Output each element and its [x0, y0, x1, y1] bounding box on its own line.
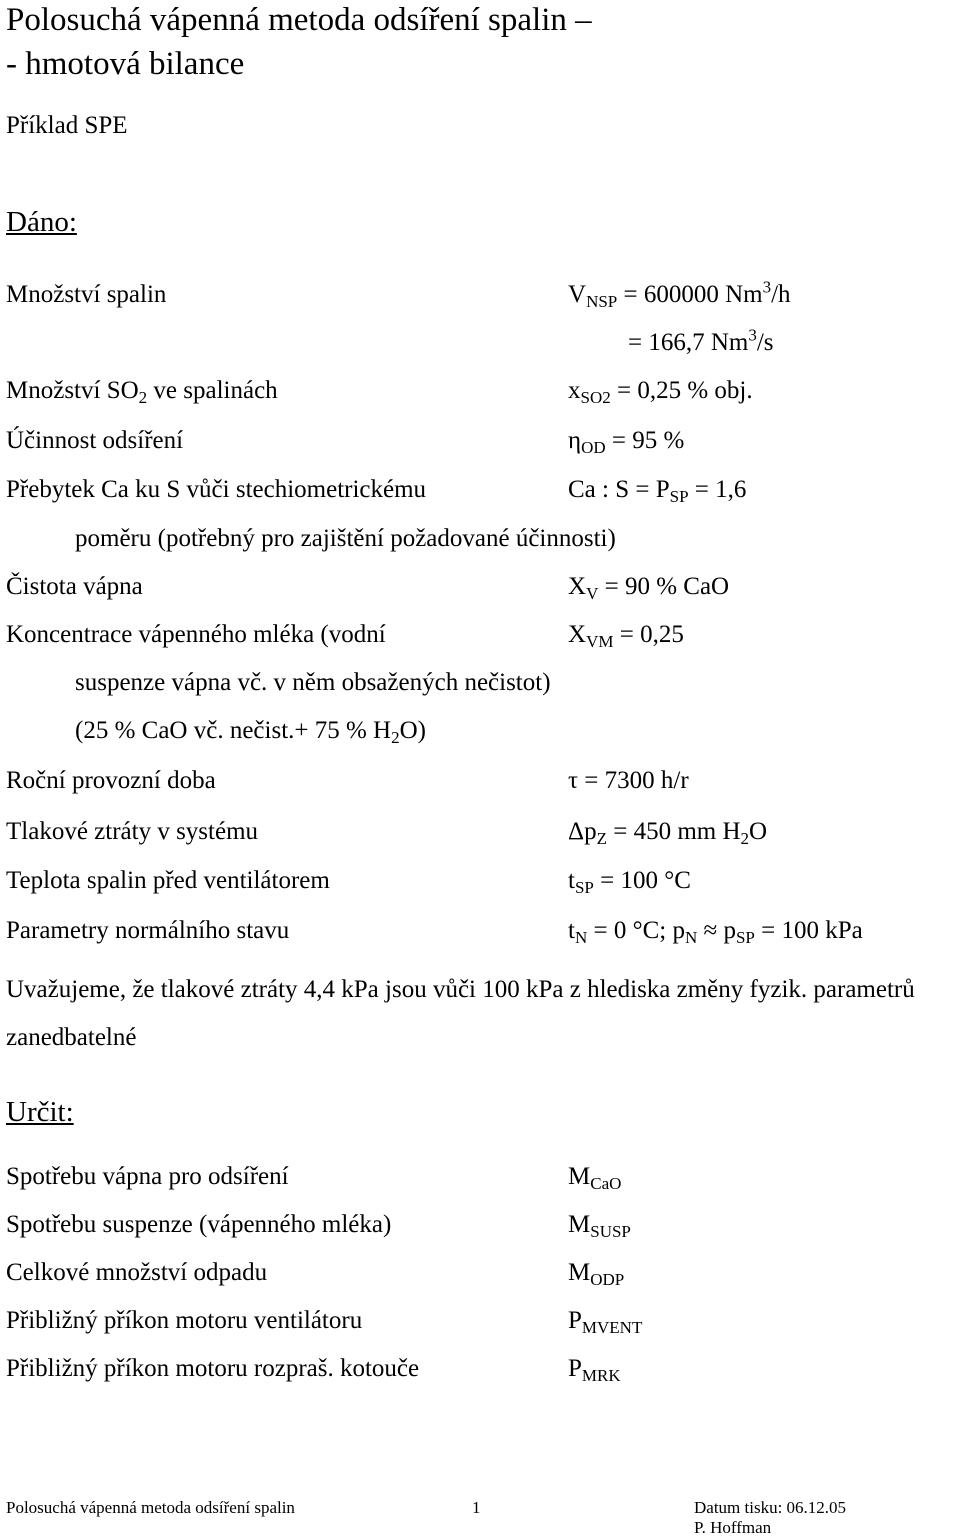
value-text: Ca : S = P — [568, 476, 670, 503]
eta-symbol: η — [568, 427, 582, 454]
ca-excess-label-2 — [75, 524, 616, 554]
so2-amount-label — [6, 376, 278, 406]
pressure-loss-value — [568, 817, 767, 847]
subscript: OD — [581, 437, 606, 457]
subscript: SO2 — [580, 387, 611, 407]
value-text: = 1,6 — [688, 476, 747, 503]
so2-amount-value — [568, 376, 753, 406]
superscript: 3 — [748, 325, 757, 345]
subscript: N — [684, 927, 698, 947]
value-text: = 100 °C — [593, 867, 691, 894]
value-text: = 7300 h/r — [578, 767, 689, 794]
determine-item-label: Přibližný příkon motoru ventilátoru — [6, 1307, 363, 1334]
value-text: O — [749, 818, 768, 845]
value-text: = 600000 Nm — [617, 281, 763, 308]
unit: /h — [771, 281, 791, 308]
lime-purity-value — [568, 572, 729, 602]
value-text: = 166,7 Nm — [628, 329, 749, 356]
unit: /s — [756, 329, 774, 356]
symbol: t — [568, 917, 575, 944]
symbol: X — [568, 621, 587, 648]
symbol: M — [568, 1259, 591, 1286]
determine-item-symbol — [568, 1354, 621, 1384]
symbol: X — [568, 573, 587, 600]
subscript: SP — [735, 927, 755, 947]
determine-item-label: Spotřebu suspenze (vápenného mléka) — [6, 1211, 392, 1238]
normal-state-value — [568, 916, 863, 946]
footer-author: P. Hoffman — [694, 1518, 772, 1537]
value-text: = 0 °C; p — [587, 917, 685, 944]
value-text: = 450 mm H — [606, 818, 741, 845]
milk-concentration-label-2: suspenze vápna vč. v něm obsažených nečistot) — [75, 669, 551, 696]
superscript: 3 — [762, 277, 772, 297]
value-text: = 95 % — [605, 427, 685, 454]
symbol: M — [568, 1211, 591, 1238]
flue-gas-amount-value — [568, 277, 791, 311]
label-text: ve spalinách — [147, 377, 278, 404]
determine-item-symbol — [568, 1162, 621, 1192]
milk-concentration-label-3 — [75, 716, 426, 746]
efficiency-value — [568, 426, 684, 456]
value-text: = 90 % CaO — [598, 573, 730, 600]
symbol: P — [568, 1355, 582, 1382]
determine-item-label: Přibližný příkon motoru rozpraš. kotouče — [6, 1355, 420, 1382]
symbol: t — [568, 867, 575, 894]
subscript: CaO — [590, 1173, 622, 1193]
ca-excess-label: Přebytek Ca ku S vůči stechiometrickému — [6, 476, 427, 503]
operating-time-value — [568, 766, 689, 796]
subscript: 2 — [138, 387, 148, 407]
value-text: = 100 kPa — [754, 917, 863, 944]
subscript: SP — [574, 877, 594, 897]
footer-page-number: 1 — [472, 1498, 481, 1517]
subscript: VM — [586, 631, 614, 651]
delta-p-symbol: Δp — [568, 818, 597, 845]
lime-purity-label: Čistota vápna — [6, 573, 143, 600]
label-text: Množství SO — [6, 377, 139, 404]
subscript: Z — [596, 828, 607, 848]
ca-excess-value — [568, 475, 746, 505]
gas-temperature-label: Teplota spalin před ventilátorem — [6, 867, 330, 894]
efficiency-label: Účinnost odsíření — [6, 427, 184, 454]
subscript: MVENT — [581, 1317, 643, 1337]
tau-symbol: τ — [568, 767, 579, 794]
symbol: P — [568, 1307, 582, 1334]
label-text: O) — [399, 717, 427, 744]
subscript: MRK — [581, 1365, 621, 1385]
determine-item-symbol — [568, 1258, 624, 1288]
determine-item-symbol — [568, 1210, 631, 1240]
milk-concentration-label: Koncentrace vápenného mléka (vodní — [6, 621, 386, 648]
assumption-note: Uvažujeme, že tlakové ztráty 4,4 kPa jsou vůči 100 kPa z hlediska změny fyzik. parametrů zanedbatelné — [6, 976, 915, 1051]
symbol: p — [723, 917, 736, 944]
milk-concentration-value — [568, 620, 684, 650]
subscript: NSP — [586, 291, 618, 311]
determine-item-symbol — [568, 1306, 642, 1336]
page-title-line-2: - hmotová bilance — [6, 46, 245, 82]
subscript: 2 — [391, 727, 400, 747]
value-text: = 0,25 — [613, 621, 684, 648]
footer-print-date: Datum tisku: 06.12.05 — [694, 1498, 847, 1517]
subscript: N — [574, 927, 588, 947]
label-text: (potřebný pro zajištění požadované účinnosti) — [151, 525, 616, 552]
normal-state-label: Parametry normálního stavu — [6, 917, 290, 944]
flue-gas-amount-value-2 — [628, 325, 774, 358]
symbol: x — [568, 377, 581, 404]
footer-doc-name: Polosuchá vápenná metoda odsíření spalin — [6, 1498, 295, 1517]
determine-item-label: Celkové množství odpadu — [6, 1259, 268, 1286]
page-title-line-1: Polosuchá vápenná metoda odsíření spalin – — [6, 2, 592, 38]
label-text: poměru — [75, 525, 152, 552]
pressure-loss-label: Tlakové ztráty v systému — [6, 818, 259, 845]
symbol: V — [568, 281, 587, 308]
flue-gas-amount-label: Množství spalin — [6, 281, 167, 308]
approx-symbol: ≈ — [697, 917, 724, 944]
subscript: SP — [669, 486, 689, 506]
determine-item-label: Spotřebu vápna pro odsíření — [6, 1163, 289, 1190]
given-heading: Dáno: — [6, 206, 77, 238]
determine-heading: Určit: — [6, 1096, 74, 1128]
value-text: = 0,25 % obj. — [610, 377, 753, 404]
subscript: ODP — [590, 1269, 625, 1289]
subscript: SUSP — [590, 1221, 631, 1241]
gas-temperature-value — [568, 866, 691, 896]
example-label: Příklad SPE — [6, 112, 128, 139]
operating-time-label: Roční provozní doba — [6, 767, 216, 794]
subscript: 2 — [740, 828, 750, 848]
subscript: V — [586, 583, 599, 603]
label-text: (25 % CaO vč. nečist.+ 75 % H — [75, 717, 392, 744]
symbol: M — [568, 1163, 591, 1190]
